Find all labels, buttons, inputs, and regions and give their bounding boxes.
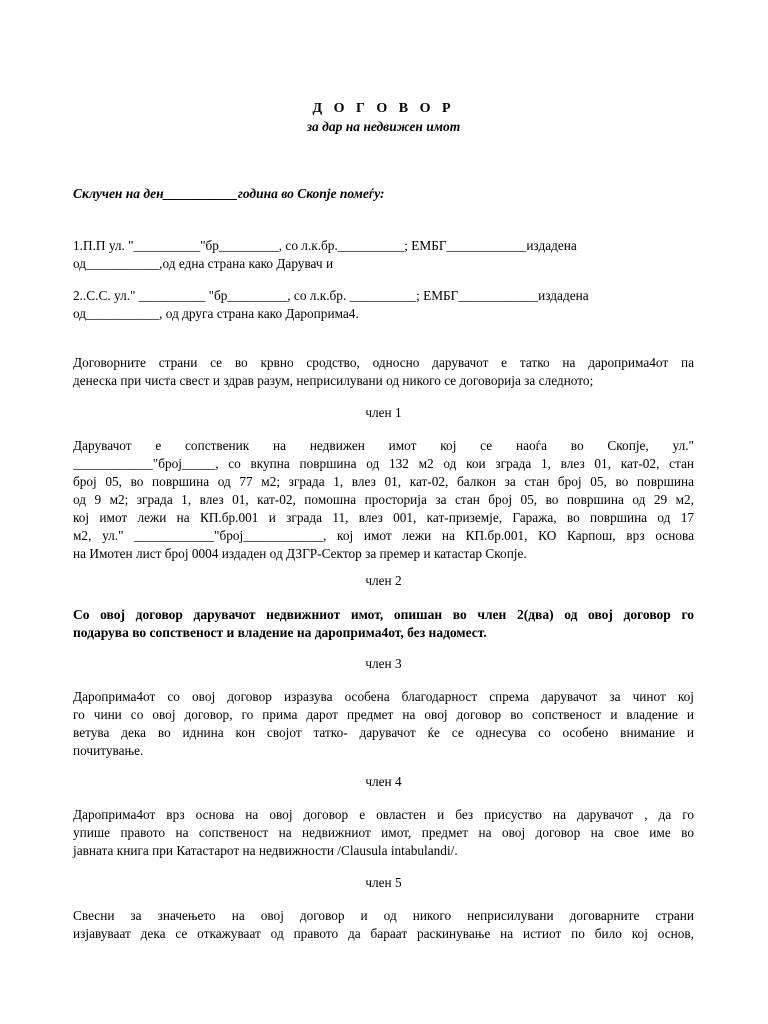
party-2-line-2: од___________, од друга страна како Дароприма4.	[73, 306, 359, 321]
article-4-text	[73, 806, 694, 860]
party-1-line-1: 1.П.П ул. "__________"бр_________, со л.к.бр.__________; ЕМБГ____________издадена	[73, 238, 577, 253]
paragraph-line: ____________"број_____, со вкупна површина од 132 м2 од кои зграда 1, влез 01, кат-02, стан	[73, 456, 694, 471]
party-2-line-1: 2..С.С. ул." __________ "бр_________, со л.к.бр. __________; ЕМБГ____________издадена	[73, 288, 589, 303]
document-subtitle: за дар на недвижен имот	[306, 119, 461, 134]
paragraph-line: денеска при чиста свест и здрав разум, неприсилувани од никого се договорија за следното;	[73, 373, 594, 388]
paragraph-line: го чини со овој договор, го прима дарот предмет на овој договор во сопственост и владение и	[73, 707, 694, 722]
paragraph-line: Дароприма4от со овој договор изразува особена благодарност спрема дарувачот за чинот кој	[73, 689, 694, 704]
article-2-text	[73, 606, 694, 642]
paragraph-line: број 05, во површина од 77 м2; зграда 1, влез 01, кат-02, балкон за стан број 05, во површина	[73, 474, 694, 489]
intro-paragraph	[73, 354, 694, 390]
paragraph-line: од 9 м2; зграда 1, влез 01, кат-02, помошна просторија за стан број 05, во површина од 29 м2,	[73, 492, 694, 507]
paragraph-line: ветува дека во иднина кон својот татко- дарувачот ќе се однесува со особено внимание и	[73, 725, 694, 740]
paragraph-line: упише правото на сопственост на недвижниот имот, предмет на овој договор на свое име во	[73, 825, 694, 840]
article-4-label: член 4	[365, 774, 402, 789]
paragraph-line: Договорните страни се во крвно сродство, односно дарувачот е татко на дароприма4от па	[73, 355, 694, 370]
paragraph-line: подарува во сопственост и владение на дароприма4от, без надомест.	[73, 625, 487, 640]
party-1-line-2: од___________,од една страна како Дарувач и	[73, 256, 334, 271]
paragraph-line: Дароприма4от врз основа на овој договор е овластен и без присуство на дарувачот , да го	[73, 807, 694, 822]
concluded-line: Склучен на ден___________година во Скопје помеѓу:	[73, 186, 385, 201]
article-1-label: член 1	[365, 405, 402, 420]
paragraph-line: Свесни за значењето на овој договор и од никого неприсилувани договарните страни	[73, 908, 694, 923]
paragraph-line: Со овој договор дарувачот недвижниот имот, опишан во член 2(два) од овој договор го	[73, 607, 694, 622]
paragraph-line: на Имотен лист број 0004 издаден од ДЗГР-Сектор за премер и катастар Скопје.	[73, 546, 527, 561]
paragraph-line: почитување.	[73, 743, 144, 758]
paragraph-line: јавната книга при Катастарот на недвижности /Clausula intabulandi/.	[73, 843, 458, 858]
party-2	[73, 287, 694, 323]
paragraph-line: Дарувачот е сопственик на недвижен имот кој се наоѓа во Скопје, ул."	[73, 438, 694, 453]
document-page	[73, 0, 694, 1024]
article-3-label: член 3	[365, 656, 402, 671]
party-1	[73, 237, 694, 273]
article-1-text	[73, 437, 694, 563]
paragraph-line: м2, ул." ____________"број____________, кој имот лежи на КП.бр.001, КО Карпош, врз основа	[73, 528, 694, 543]
article-2-label: член 2	[365, 573, 402, 588]
article-5-label: член 5	[365, 875, 402, 890]
paragraph-line: изјавуваат дека се откажуваат од правото да бараат раскинување на истиот по било кој основ,	[73, 926, 694, 941]
document-title: Д О Г О В О Р	[312, 101, 455, 116]
article-3-text	[73, 688, 694, 760]
paragraph-line: кој имот лежи на КП.бр.001 и зграда 11, влез 001, кат-приземје, Гаража, во површина од 17	[73, 510, 694, 525]
article-5-text	[73, 907, 694, 943]
